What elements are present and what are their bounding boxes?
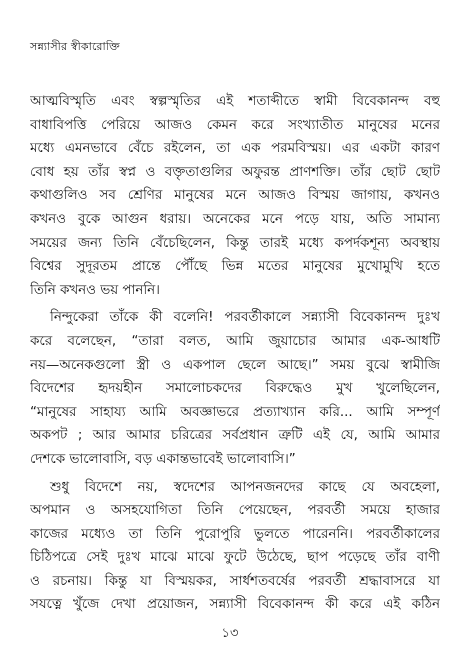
text-line: বোধ হয় তাঁর স্বপ্ন ও বক্তৃতাগুলির অফুরন্ত প্রাণশক্তি। তাঁর ছোট ছোট [30,164,440,180]
text-line: সযত্নে খুঁজে দেখা প্রয়োজন, সন্ন্যাসী বিবেকানন্দ কী করে এই কঠিন [30,597,440,613]
text-line: কখনও বুকে আগুন ধরায়। অনেকের মনে পড়ে যায়, অতি সামান্য [30,211,440,227]
text-line: শুধু বিদেশে নয়, স্বদেশের আপনজনদের কাছে যে অবহেলা, [50,479,440,495]
page-number: ১৩ [221,626,239,641]
text-line: অকপট ; আর আমার চরিত্রের সর্বপ্রধান ত্রুটি এই যে, আমি আমার [30,428,440,444]
text-line: সময়ের জন্য তিনি বেঁচেছিলেন, কিন্তু তারই মধ্যে কপর্দকশূন্য অবস্থায় [30,235,440,251]
text-line: তিনি কখনও ভয় পাননি। [30,282,160,298]
text-line: আত্মবিস্মৃতি এবং স্বল্পস্মৃতির এই শতাব্দীতে স্বামী বিবেকানন্দ বহু [30,94,440,109]
text-line: নয়—অনেকগুলো স্ত্রী ও একপাল ছেলে আছে।” সময় বুঝে স্বামীজি [30,357,440,373]
paragraph-1 [30,90,440,302]
text-line: বাধাবিপত্তি পেরিয়ে আজও কেমন করে সংখ্যাতীত মানুষের মনের [30,117,440,133]
text-line: অপমান ও অসহযোগিতা তিনি পেয়েছেন, পরবর্তী সময়ে হাজার [30,503,440,519]
paragraph-3 [30,476,440,618]
text-line: কথাগুলিও সব শ্রেণির মানুষের মনে আজও বিস্ময় জাগায়, কখনও [30,188,440,204]
text-line: “মানুষের সাহায্য আমি অবজ্ঞাভরে প্রত্যাখ্যান করি... আমি সম্পূর্ণ [30,404,440,420]
text-line: কাজের মধ্যেও তা তিনি পুরোপুরি ভুলতে পারেননি। পরবর্তীকালের [30,526,440,542]
text-line: দেশকে ভালোবাসি, বড় একান্তভাবেই ভালোবাসি।” [30,451,296,467]
text-line: বিশ্বের সুদূরতম প্রান্তে পৌঁছে ভিন্ন মতের মানুষের মুখোমুখি হতে [30,259,440,275]
text-line: ও রচনায়। কিন্তু যা বিস্ময়কর, সার্ধশতবর্ষের পরবর্তী শ্রদ্ধাবাসরে যা [30,573,440,589]
text-line: করে বলেছেন, “তারা বলত, আমি জুয়াচোর আমার এক-আধটি [30,333,440,349]
text-line: নিন্দুকেরা তাঁকে কী বলেনি! পরবর্তীকালে সন্ন্যাসী বিবেকানন্দ দুঃখ [50,310,440,326]
paragraph-2 [30,306,440,471]
text-line: চিঠিপত্রে সেই দুঃখ মাঝে মাঝে ফুটে উঠেছে, ছাপ পড়েছে তাঁর বাণী [30,550,440,566]
body-text [30,90,440,617]
text-line: মধ্যে এমনভাবে বেঁচে রইলেন, তা এক পরমবিস্ময়। এর একটা কারণ [30,141,440,157]
running-header: সন্ন্যাসীর স্বীকারোক্তি [30,40,120,53]
text-line: বিদেশের হৃদয়হীন সমালোচকদের বিরুদ্ধেও মুখ খুলেছিলেন, [30,381,440,397]
